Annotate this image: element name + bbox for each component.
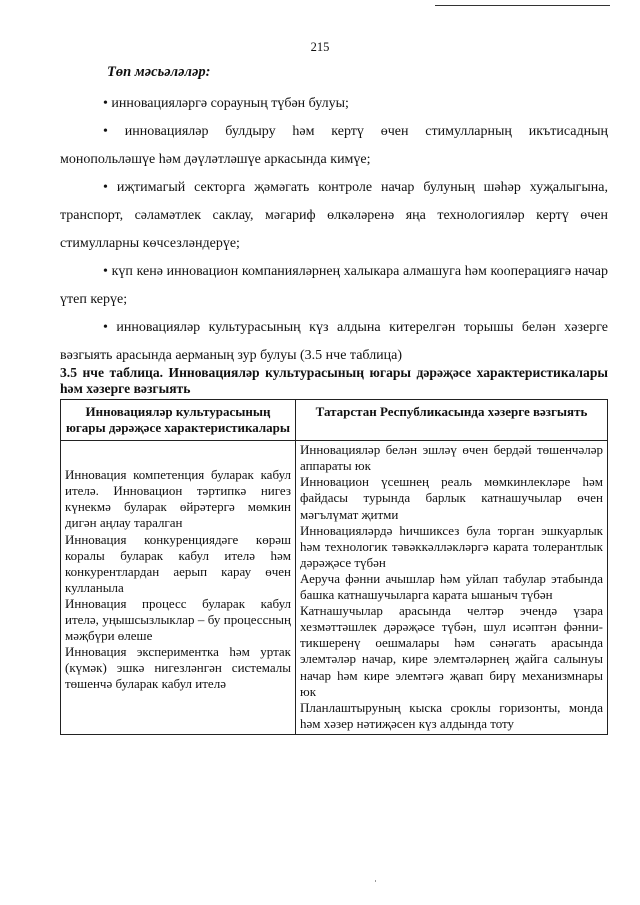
- section-heading: Төп мәсьәләләр:: [107, 64, 211, 80]
- list-item: Инновация процесс буларак кабул ителә, уңышсызлыклар – бу процессның мәҗбүри өлеше: [65, 595, 291, 644]
- table-cell-left: [61, 441, 296, 735]
- table-caption: 3.5 нче таблица. Инновацияләр культурасының югары дәрәҗәсе характеристикалары һәм хәзерге вәзгыять: [60, 365, 608, 396]
- bullet-paragraph: • инновацияләр булдыру һәм кертү өчен стимулларның икътисадның монопольләшүе һәм дәүләтләшүе аркасында кимүе;: [60, 124, 608, 167]
- table-header-right: Татарстан Республикасында хәзерге вәзгыять: [296, 400, 608, 441]
- bullet-list: [60, 90, 608, 370]
- bullet-paragraph: • инновацияләр культурасының күз алдына китерелгән торышы белән хәзерге вәзгыять арасында аерманың зур булуы (3.5 нче таблица): [60, 320, 608, 363]
- list-item: Катнашучылар арасында челтәр эчендә үзара хезмәттәшлек дәрәҗәсе түбән, шул исәптән фәнни-тикшеренү оешмалары һәм сәнәгать арасында элемтәләр начар, кире элемтәләрнең җайга салынуы начар һәм кире элемтәгә җавап бирү механизмнары юк: [300, 603, 603, 699]
- table-header-row: [61, 400, 608, 441]
- list-item: Инновация конкуренциядәге көрәш коралы буларак кабул ителә һәм конкурентлардан аерып карау өчен кулланыла: [65, 531, 291, 595]
- list-item: Инновацион үсешнең реаль мөмкинлекләре һәм файдасы турында барлык катнашучылар өчен мәгълүмат җитми: [300, 474, 603, 522]
- list-item: Инновация экспериментка һәм уртак (күмәк) эшкә нигезләнгән системалы төшенчә буларак кабул ителә: [65, 644, 291, 692]
- list-item: Планлаштыруның кыска сроклы горизонты, монда һәм хәзер нәтиҗәсен күз алдында тоту: [300, 699, 603, 731]
- page-number: 215: [310, 40, 330, 54]
- scan-speck: [375, 880, 376, 882]
- comparison-table: [60, 399, 608, 735]
- bullet-paragraph: • инновацияләргә сорауның түбән булуы;: [103, 96, 349, 111]
- bullet-paragraph: • күп кенә инновацион компанияләрнең халыкара алмашуга һәм кооперациягә начар үтеп керүе;: [60, 264, 608, 307]
- list-item: Инновация компетенция буларак кабул ителә. Инновацион тәртипкә нигез күнекмә буларак өйрәтергә мөмкин дигән аңлау таралган: [65, 467, 291, 531]
- table-row: [61, 441, 608, 735]
- table-header-left: Инновацияләр культурасының югары дәрәҗәсе характеристикалары: [61, 400, 296, 441]
- bullet-paragraph: • иҗтимагый секторга җәмәгать контроле начар булуның шәһәр хуҗалыгына, транспорт, сәламәтлек саклау, мәгариф өлкәләренә яңа технологияләр кертү өчен стимулларны көчсезләндерүе;: [60, 180, 608, 251]
- list-item: Инновацияләр белән эшләү өчен бердәй төшенчәләр аппараты юк: [300, 442, 603, 474]
- table-cell-right: [296, 441, 608, 735]
- list-item: Инновацияләрдә һичшиксез була торган эшкуарлык һәм технологик тәвәккәлләкләргә карата толерантлык дәрәҗәсе түбән: [300, 522, 603, 570]
- list-item: Аеруча фәнни ачышлар һәм уйлап табулар этабында башка катнашучыларга карата ышаныч түбән: [300, 570, 603, 603]
- top-rule: [435, 5, 610, 6]
